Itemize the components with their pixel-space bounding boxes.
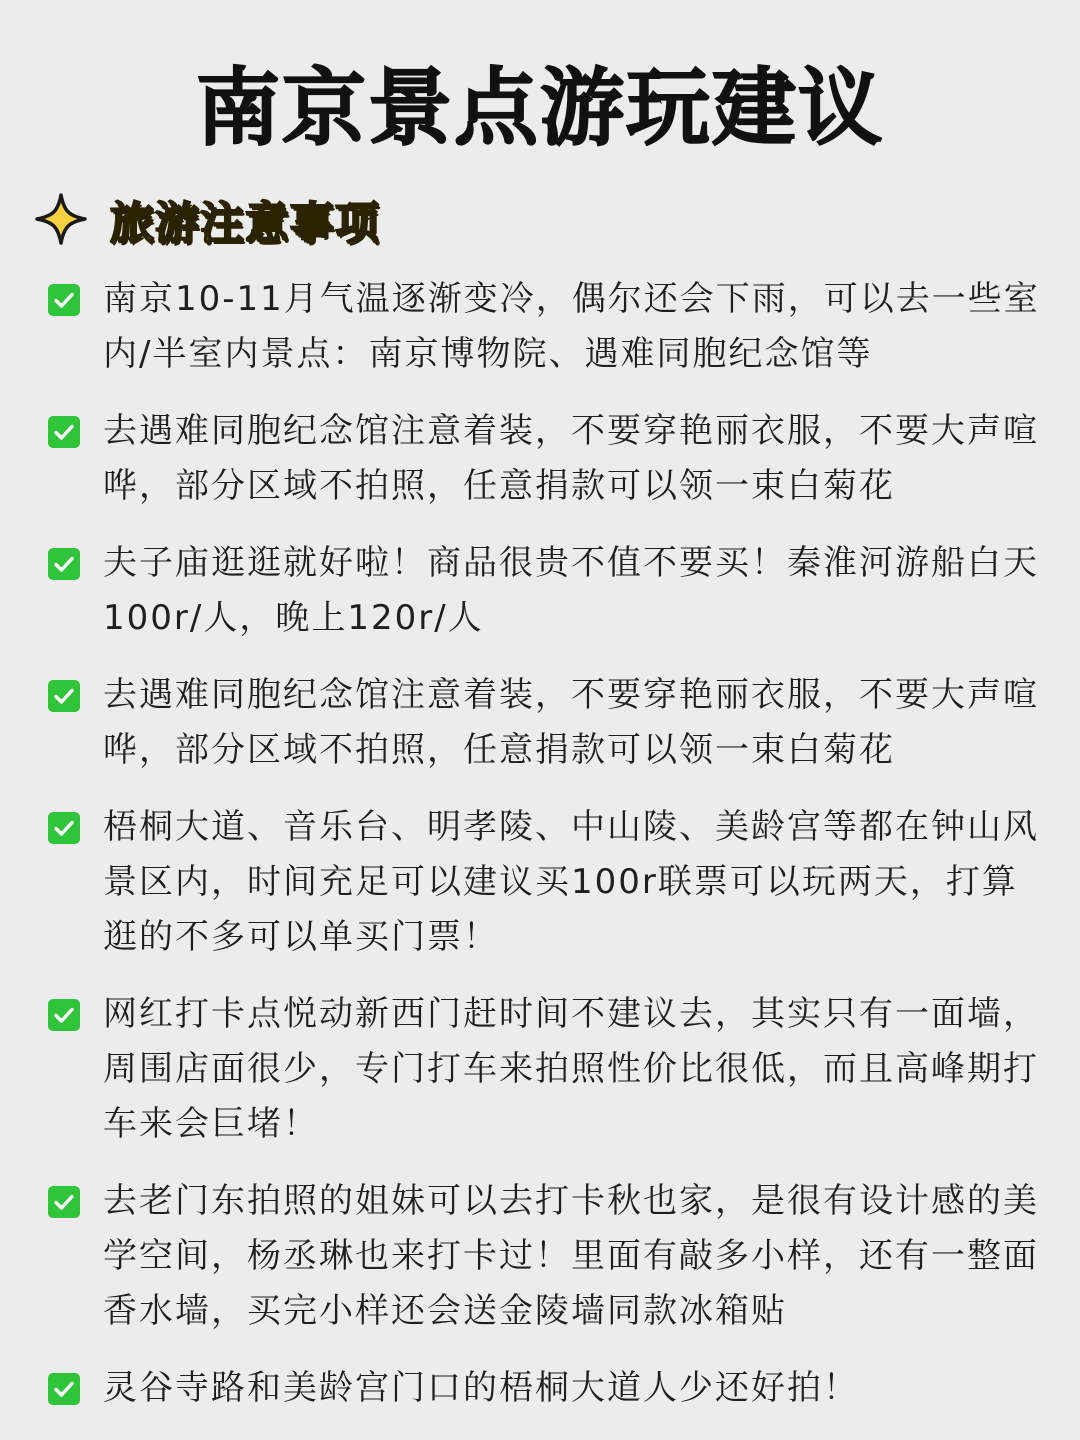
list-item-text: 去老门东拍照的姐妹可以去打卡秋也家，是很有设计感的美学空间，杨丞琳也来打卡过！里面有敲多小样，还有一整面香水墙，买完小样还会送金陵墙同款冰箱贴 (103, 1181, 1039, 1331)
page-title: 南京景点游玩建议 (195, 59, 884, 157)
section-header (34, 186, 380, 252)
checkbox-icon (48, 416, 80, 448)
checkbox-icon (48, 548, 80, 580)
list-item (48, 987, 1048, 1152)
checkbox-icon (48, 284, 80, 316)
list-item (48, 800, 1048, 965)
list-item (48, 1174, 1048, 1339)
tips-list (48, 272, 1048, 1438)
list-item-text: 南京10-11月气温逐渐变冷，偶尔还会下雨，可以去一些室内/半室内景点：南京博物院、遇难同胞纪念馆等 (103, 279, 1040, 374)
checkbox-icon (48, 812, 80, 844)
list-item (48, 1361, 1048, 1416)
checkbox-icon (48, 680, 80, 712)
checkbox-icon (48, 999, 80, 1031)
list-item-text: 去遇难同胞纪念馆注意着装，不要穿艳丽衣服，不要大声喧哗，部分区域不拍照，任意捐款可以领一束白菊花 (103, 675, 1039, 770)
sparkle-icon (34, 192, 88, 246)
list-item-text: 梧桐大道、音乐台、明孝陵、中山陵、美龄宫等都在钟山风景区内，时间充足可以建议买100r联票可以玩两天，打算逛的不多可以单买门票！ (103, 807, 1039, 957)
section-heading: 旅游注意事项 (110, 198, 380, 249)
list-item-text: 夫子庙逛逛就好啦！商品很贵不值不要买！秦淮河游船白天100r/人，晚上120r/人 (103, 543, 1039, 638)
list-item (48, 404, 1048, 514)
list-item (48, 272, 1048, 382)
list-item-text: 灵谷寺路和美龄宫门口的梧桐大道人少还好拍！ (103, 1368, 859, 1408)
list-item-text: 去遇难同胞纪念馆注意着装，不要穿艳丽衣服，不要大声喧哗，部分区域不拍照，任意捐款可以领一束白菊花 (103, 411, 1039, 506)
checkbox-icon (48, 1186, 80, 1218)
checkbox-icon (48, 1373, 80, 1405)
list-item-text: 网红打卡点悦动新西门赶时间不建议去，其实只有一面墙，周围店面很少，专门打车来拍照性价比很低，而且高峰期打车来会巨堵！ (103, 994, 1039, 1144)
list-item (48, 536, 1048, 646)
list-item (48, 668, 1048, 778)
